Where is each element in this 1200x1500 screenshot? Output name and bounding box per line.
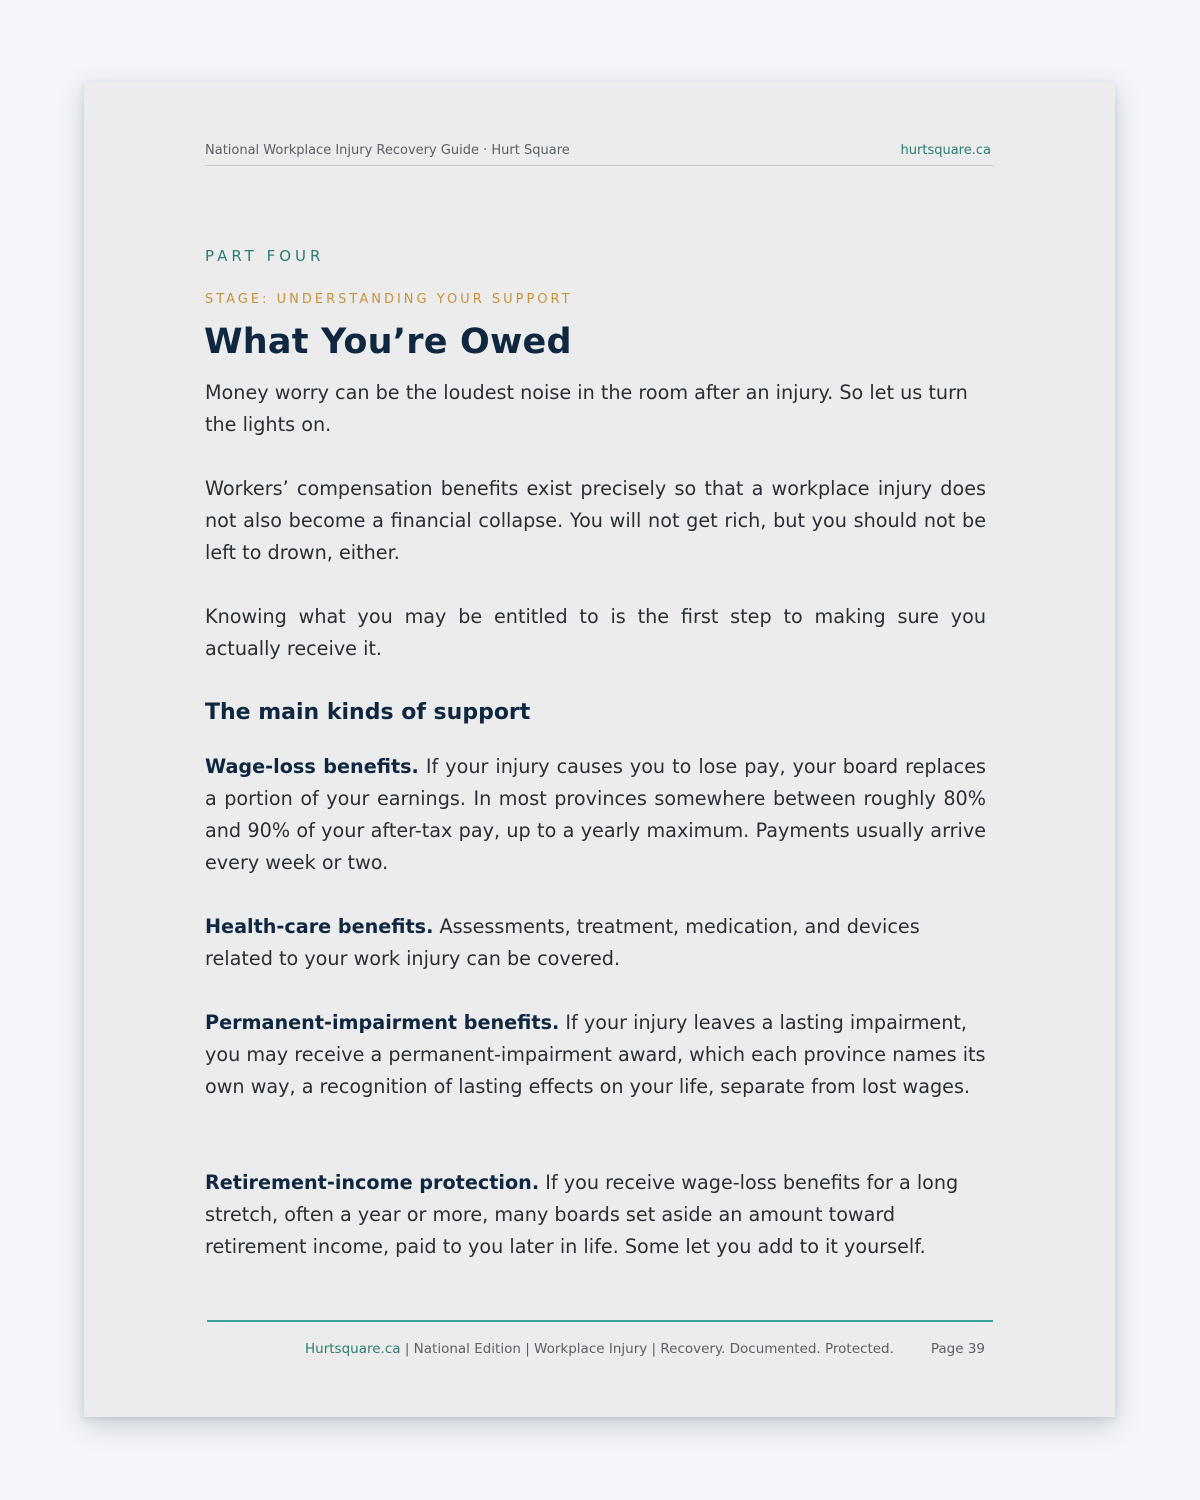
stage-label: STAGE: UNDERSTANDING YOUR SUPPORT	[205, 292, 573, 307]
benefit-permanent-impairment	[205, 1007, 986, 1103]
intro-paragraph-1: Money worry can be the loudest noise in the room after an injury. So let us turn the lights on.	[205, 381, 968, 436]
running-header	[205, 143, 993, 166]
page-title: What You’re Owed	[204, 322, 572, 362]
benefit-lead: Health-care benefits.	[205, 915, 434, 938]
section-subheading: The main kinds of support	[205, 700, 531, 725]
benefit-lead: Permanent-impairment benefits.	[205, 1011, 560, 1034]
benefit-text: If you receive wage-loss benefits for a long stretch, often a year or more, many boards set aside an amount toward retirement income, paid to you later in life. Some let you add to it yourself.	[205, 1171, 959, 1258]
part-label: PART FOUR	[205, 247, 325, 265]
benefit-text: Assessments, treatment, medication, and devices related to your work injury can be covered.	[205, 915, 920, 970]
benefit-wage-loss	[205, 751, 986, 879]
intro-paragraph-2: Workers’ compensation benefits exist precisely so that a workplace injury does not also become a financial collapse. You will not get rich, but you should not be left to drown, either.	[205, 477, 986, 564]
benefit-retirement-income	[205, 1167, 986, 1263]
header-guide-title: National Workplace Injury Recovery Guide · Hurt Square	[205, 143, 570, 158]
document-page	[84, 82, 1115, 1417]
header-site-link[interactable]: hurtsquare.ca	[900, 143, 991, 158]
benefit-lead: Retirement-income protection.	[205, 1171, 540, 1194]
footer-edition: | National Edition | Workplace Injury | Recovery. Documented. Protected.	[400, 1341, 894, 1357]
intro-paragraph-3: Knowing what you may be entitled to is the first step to making sure you actually receive it.	[205, 605, 986, 660]
footer-text	[305, 1341, 894, 1357]
page-number: Page 39	[930, 1341, 985, 1357]
benefit-text: If your injury causes you to lose pay, your board replaces a portion of your earnings. In most provinces somewhere between roughly 80% and 90% of your after-tax pay, up to a yearly maximum. Payments usually arrive every week or two.	[205, 755, 986, 874]
footer-brand-link[interactable]: Hurtsquare.ca	[305, 1341, 401, 1357]
benefit-text: If your injury leaves a lasting impairment, you may receive a permanent-impairment award, which each province names its own way, a recognition of lasting effects on your life, separate from lost wages.	[205, 1011, 986, 1098]
benefit-health-care	[205, 911, 986, 975]
benefit-lead: Wage-loss benefits.	[205, 755, 419, 778]
footer-divider	[207, 1320, 993, 1322]
